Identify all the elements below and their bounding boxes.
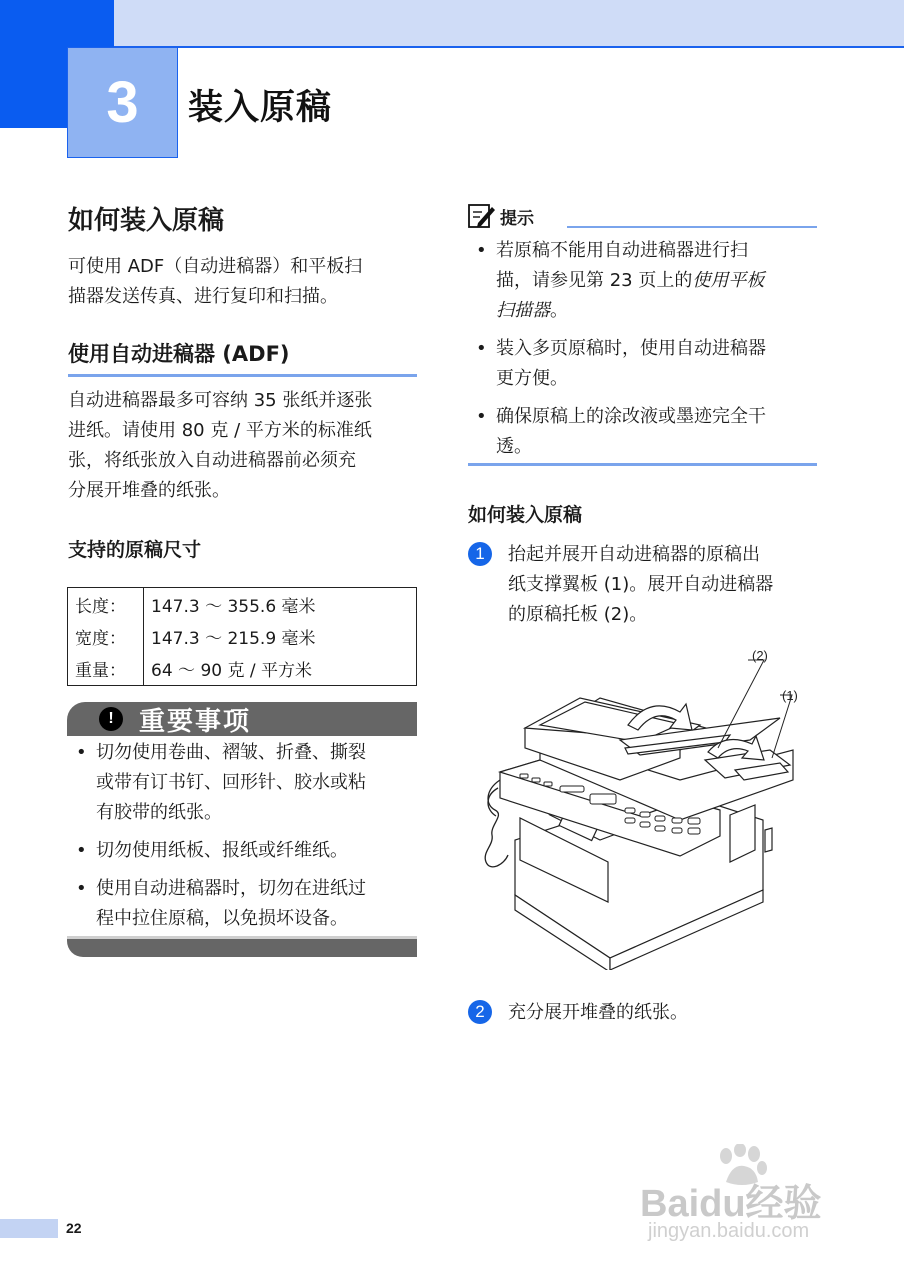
list-item-line: 程中拉住原稿，以免损坏设备。	[96, 908, 348, 929]
step-line: 纸支撑翼板 (1)。展开自动进稿器	[508, 574, 774, 595]
note-list	[470, 236, 820, 462]
header-strip	[0, 0, 904, 48]
watermark-brand: Baidu经验	[640, 1183, 822, 1225]
important-header	[67, 702, 417, 736]
important-list	[70, 738, 420, 934]
list-item	[470, 402, 820, 462]
chapter-title: 装入原稿	[188, 88, 333, 128]
size-label: 重量：	[68, 653, 144, 686]
figure-label-2: (2)	[752, 648, 768, 663]
note-text: 描，请参见第 23 页上的	[496, 270, 693, 291]
list-item-line: • 确保原稿上的涂改液或墨迹完全干	[496, 406, 766, 427]
note-rule	[567, 226, 817, 228]
intro-line: 可使用 ADF（自动进稿器）和平板扫	[68, 256, 363, 277]
note-end-rule	[468, 463, 817, 466]
list-item-line: • 切勿使用卷曲、褶皱、折叠、撕裂	[96, 742, 366, 763]
step-circle-icon: 2	[468, 1000, 492, 1024]
list-item-line: 或带有订书钉、回形针、胶水或粘	[96, 772, 366, 793]
step-text	[508, 998, 818, 1028]
page-tab	[0, 1219, 58, 1238]
chapter-number-box	[67, 47, 178, 158]
table-row	[68, 653, 417, 686]
list-item-line	[496, 296, 820, 326]
step-circle-icon: 1	[468, 542, 492, 566]
list-item	[70, 738, 420, 828]
list-item-line: 更方便。	[496, 368, 568, 389]
adf-paragraph	[68, 386, 418, 506]
list-item-line	[496, 266, 820, 296]
list-item-line: 透。	[496, 436, 532, 457]
note-text: 。	[550, 300, 568, 321]
size-label: 宽度：	[68, 620, 144, 653]
size-label: 长度：	[68, 588, 144, 621]
adf-line: 张，将纸张放入自动进稿器前必须充	[68, 450, 356, 471]
sizes-table	[67, 587, 417, 686]
section-heading: 如何装入原稿	[68, 206, 225, 236]
adf-heading: 使用自动进稿器 (ADF)	[68, 338, 417, 377]
list-item-line: • 使用自动进稿器时，切勿在进纸过	[96, 878, 366, 899]
size-value: 64 ～ 90 克 / 平方米	[144, 653, 417, 686]
watermark-url: jingyan.baidu.com	[648, 1220, 810, 1242]
figure-label-1: (1)	[782, 688, 798, 703]
watermark	[640, 1150, 860, 1250]
step-1	[468, 540, 818, 630]
table-row	[68, 620, 417, 653]
table-row	[68, 588, 417, 621]
list-item-line: • 装入多页原稿时，使用自动进稿器	[496, 338, 766, 359]
printer-illustration	[480, 640, 810, 970]
adf-line: 自动进稿器最多可容纳 35 张纸并逐张	[68, 390, 373, 411]
step-text	[508, 540, 818, 630]
important-footer-bar	[67, 936, 417, 957]
size-value: 147.3 ～ 355.6 毫米	[144, 588, 417, 621]
list-item	[470, 334, 820, 394]
sizes-heading: 支持的原稿尺寸	[68, 539, 202, 561]
exclamation-icon: !	[99, 707, 123, 731]
list-item	[70, 836, 420, 866]
adf-line: 分展开堆叠的纸张。	[68, 480, 230, 501]
step-line: 抬起并展开自动进稿器的原稿出	[508, 544, 760, 565]
printer-drawing	[480, 640, 810, 970]
page-number: 22	[66, 1220, 82, 1236]
step-2	[468, 998, 818, 1028]
note-link-text: 使用平板	[692, 270, 765, 291]
list-item	[470, 236, 820, 326]
list-item-line: 有胶带的纸张。	[96, 802, 222, 823]
note-header	[468, 203, 534, 229]
list-item	[70, 874, 420, 934]
intro-paragraph	[68, 252, 418, 312]
note-label: 提示	[500, 208, 534, 229]
list-item-line: • 若原稿不能用自动进稿器进行扫	[496, 240, 748, 261]
chapter-number: 3	[106, 70, 139, 135]
note-link-text: 扫描器	[496, 300, 550, 321]
adf-line: 进纸。请使用 80 克 / 平方米的标准纸	[68, 420, 372, 441]
important-title: 重要事项	[139, 706, 252, 737]
step-line: 的原稿托板 (2)。	[508, 604, 648, 625]
list-item-line: • 切勿使用纸板、报纸或纤维纸。	[96, 840, 348, 861]
step-line: 充分展开堆叠的纸张。	[508, 1002, 688, 1023]
procedure-heading: 如何装入原稿	[468, 504, 583, 526]
size-value: 147.3 ～ 215.9 毫米	[144, 620, 417, 653]
intro-line: 描器发送传真、进行复印和扫描。	[68, 286, 338, 307]
pencil-note-icon	[468, 203, 496, 229]
